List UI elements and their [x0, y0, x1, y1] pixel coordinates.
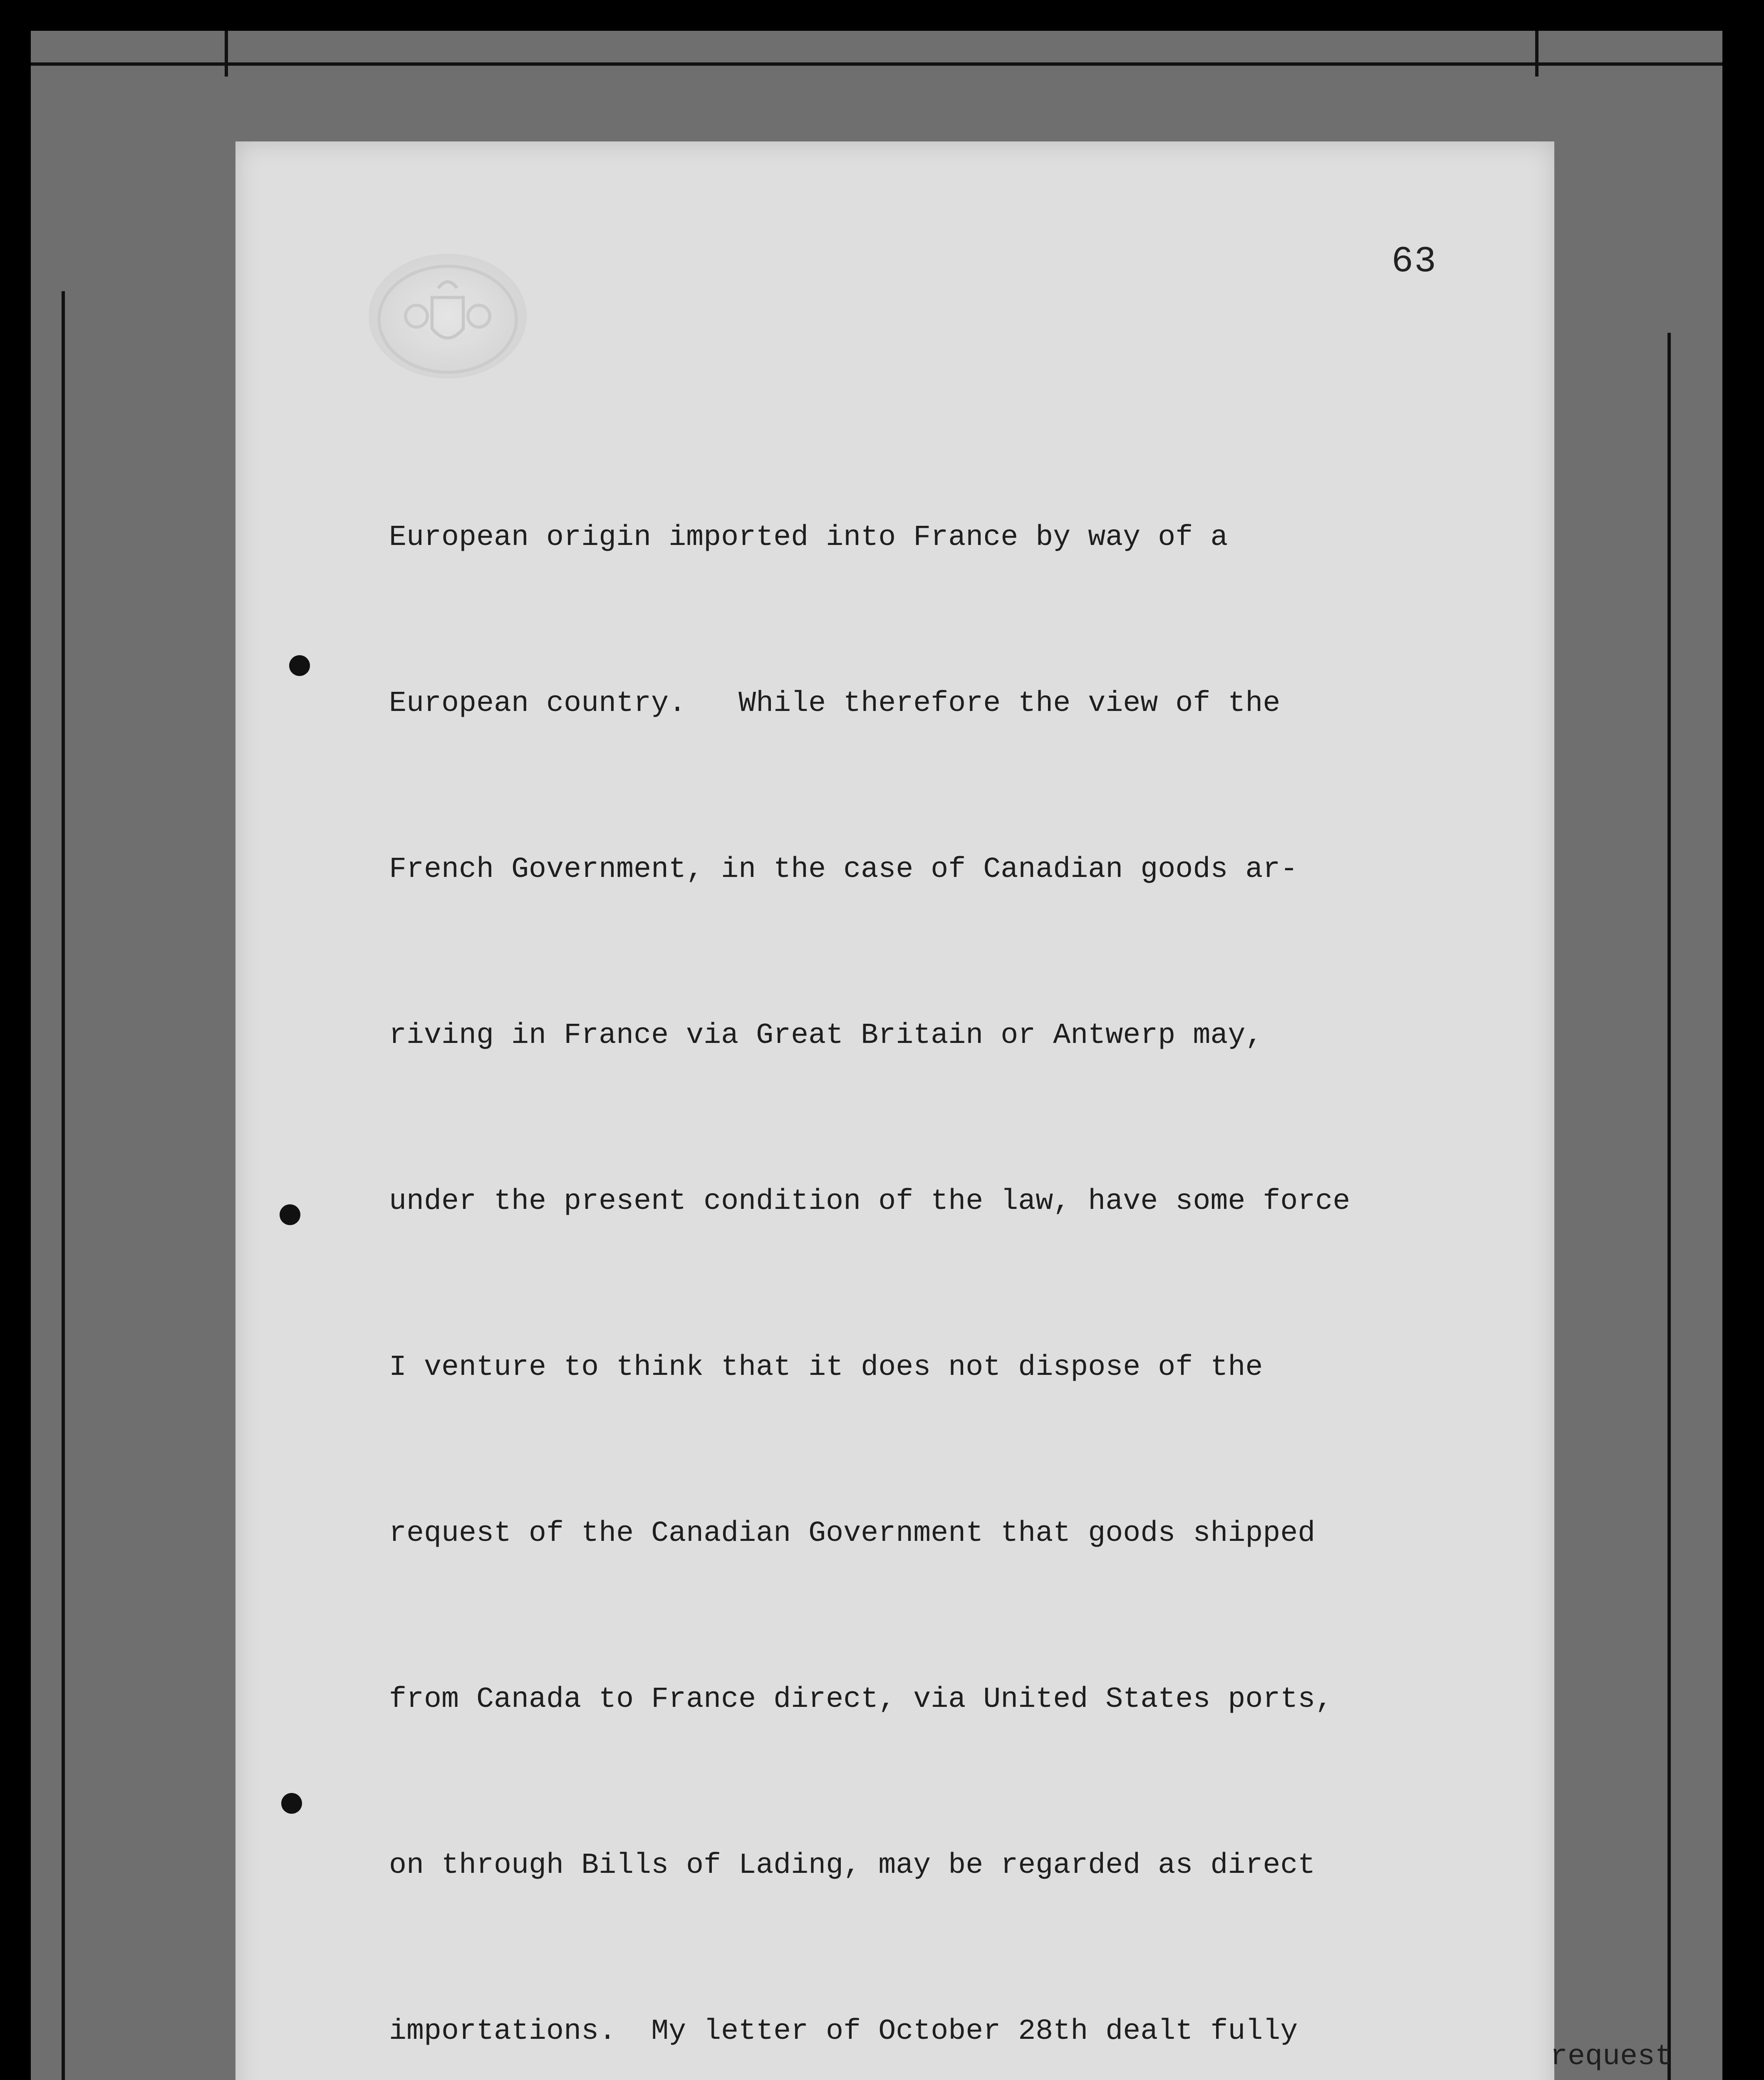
mount-frame-right [1667, 333, 1671, 2080]
text-line: European country. While therefore the view of the [389, 687, 1281, 720]
text-line: importations. My letter of October 28th dealt fully [389, 2015, 1298, 2048]
text-line: European origin imported into France by way of a [389, 521, 1228, 554]
text-line: from Canada to France direct, via United States ports, [389, 1683, 1333, 1716]
mount-frame-left [62, 291, 65, 2080]
text-line: I venture to think that it does not dispose of the [389, 1351, 1263, 1384]
punch-hole-bottom [281, 1793, 302, 1814]
catchword: request [1550, 2040, 1672, 2073]
text-line: under the present condition of the law, have some force [389, 1185, 1350, 1218]
coat-of-arms-emblem [369, 254, 527, 379]
embossed-seal [369, 254, 527, 379]
punch-hole-middle [280, 1204, 300, 1225]
mount-frame-left-tick [225, 31, 228, 77]
text-line: French Government, in the case of Canadian goods ar- [389, 853, 1298, 886]
mount-frame-right-tick [1535, 31, 1539, 77]
text-line: on through Bills of Lading, may be regarded as direct [389, 1849, 1316, 1882]
mount-frame-top [31, 62, 1722, 66]
punch-hole-top [289, 655, 310, 676]
letter-body [389, 399, 1350, 2080]
text-line: request of the Canadian Government that goods shipped [389, 1517, 1316, 1550]
text-line: riving in France via Great Britain or Antwerp may, [389, 1019, 1263, 1052]
page-number: 63 [1391, 241, 1437, 282]
